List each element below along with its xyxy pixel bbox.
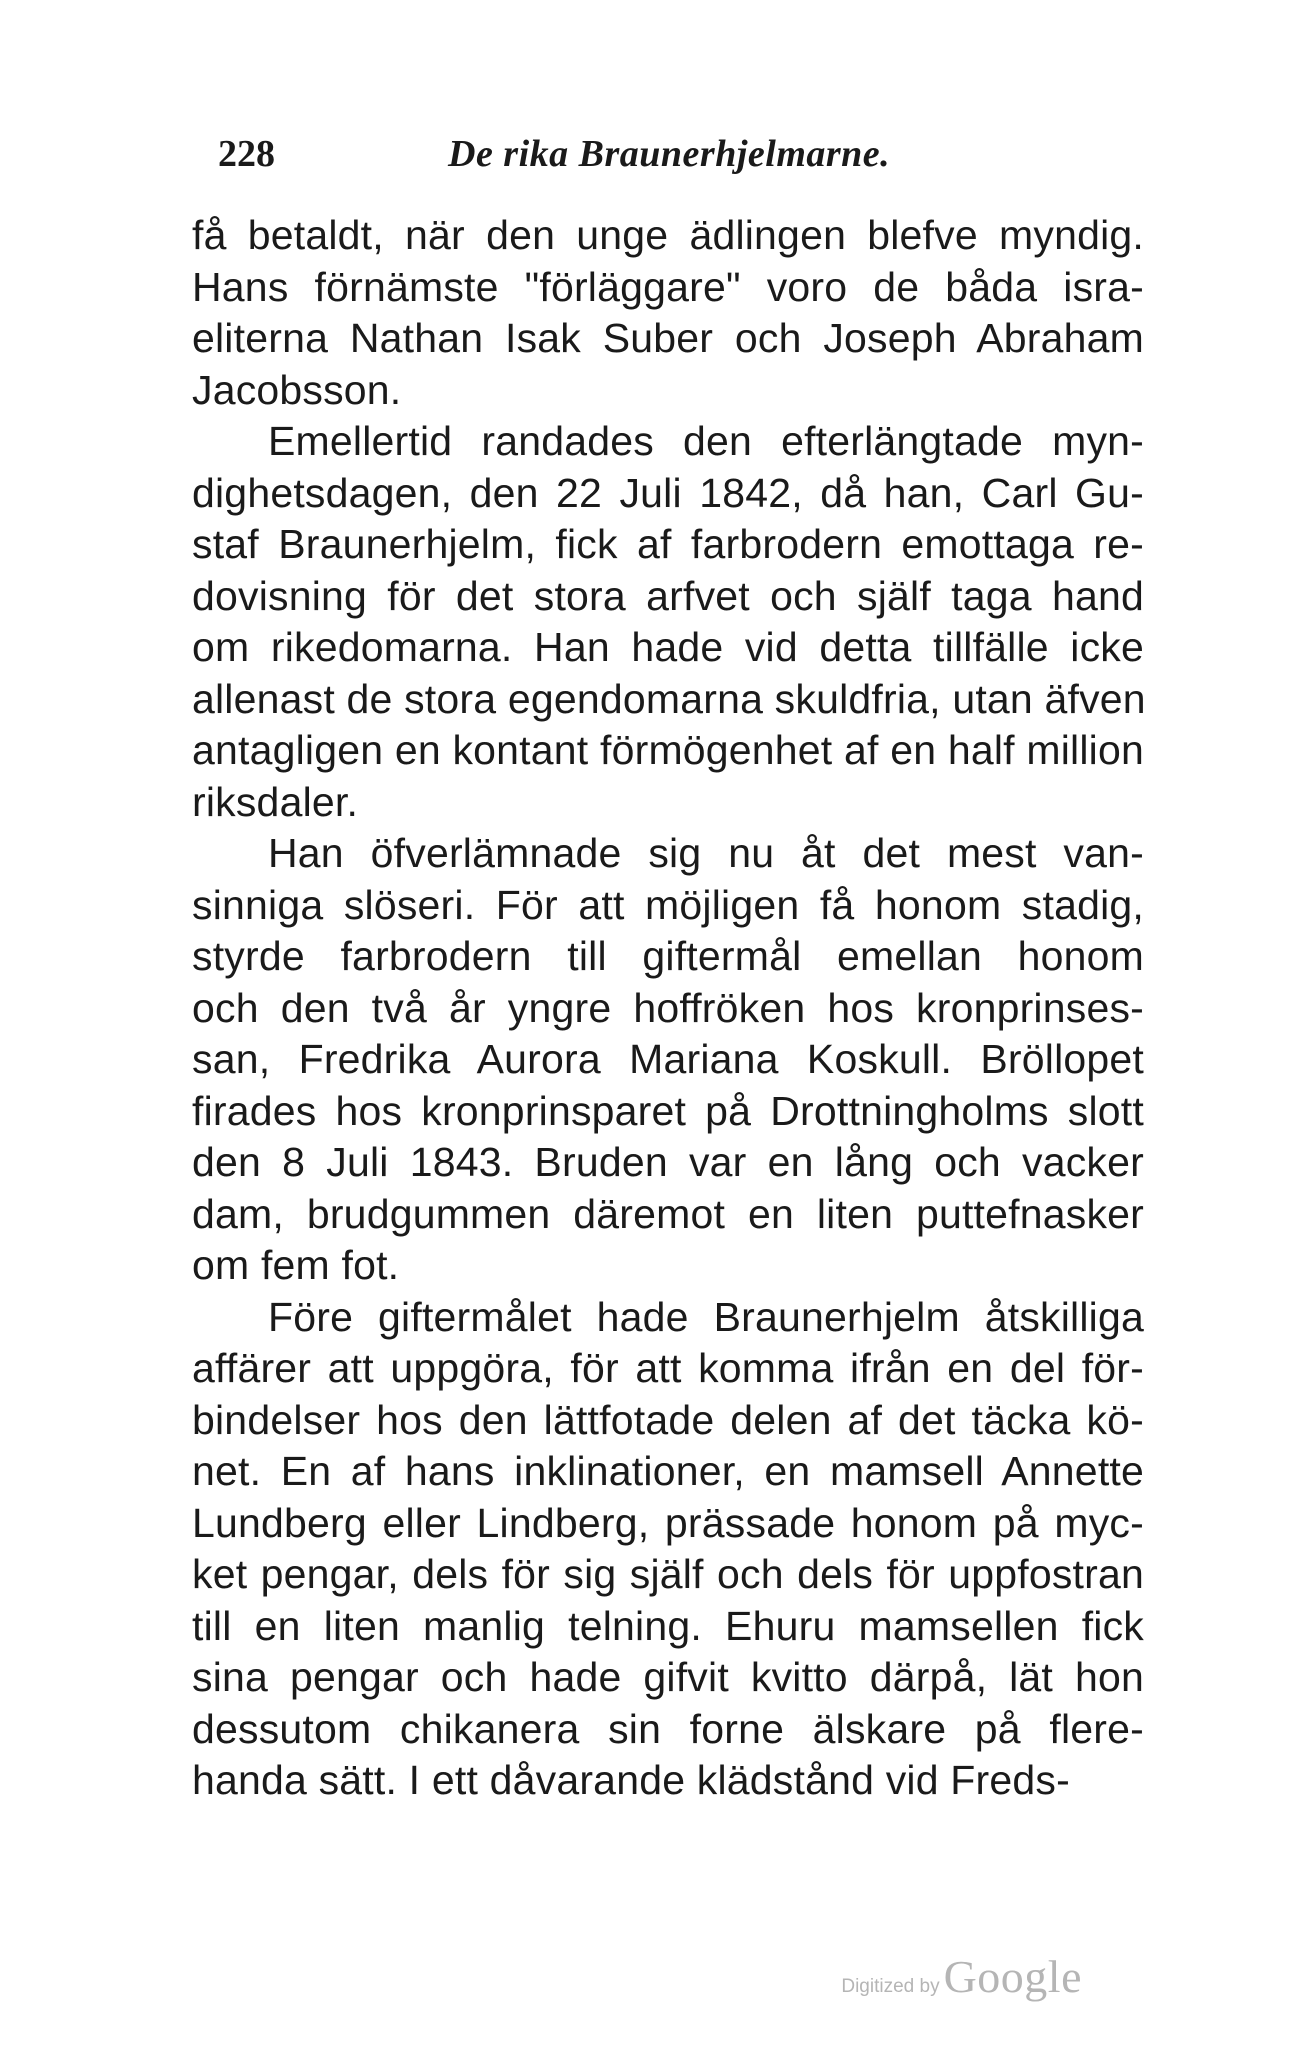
- text-line: dam, brudgummen däremot en liten puttefnasker: [192, 1190, 1144, 1237]
- text-line: net. En af hans inklinationer, en mamsell Annette: [192, 1448, 1144, 1494]
- text-line: Jacobsson.: [192, 366, 402, 413]
- text-line: få betaldt, när den unge ädlingen blefve myndig.: [192, 212, 1144, 258]
- text-line: staf Braunerhjelm, fick af farbrodern emottaga re-: [192, 521, 1144, 567]
- text-line: om rikedomarna. Han hade vid detta tillfälle icke: [192, 624, 1144, 670]
- text-line: dovisning för det stora arfvet och själf taga hand: [192, 572, 1144, 619]
- text-line: firades hos kronprinsparet på Drottningholms slott: [192, 1087, 1144, 1134]
- text-line: Emellertid randades den efterlängtade myn-: [268, 418, 1144, 464]
- text-line: dighetsdagen, den 22 Juli 1842, då han, Carl Gu-: [192, 469, 1144, 516]
- text-line: bindelser hos den lättfotade delen af det täcka kö-: [192, 1396, 1144, 1443]
- text-line: till en liten manlig telning. Ehuru mamsellen fick: [192, 1602, 1144, 1649]
- text-line: om fem fot.: [192, 1242, 400, 1288]
- text-line: ket pengar, dels för sig själf och dels för uppfostran: [192, 1551, 1144, 1597]
- text-line: och den två år yngre hoffröken hos kronprinses-: [192, 984, 1144, 1031]
- text-line: styrde farbrodern till giftermål emellan honom: [192, 933, 1144, 979]
- text-line: Hans förnämste "förläggare" voro de båda isra-: [192, 263, 1144, 310]
- running-title: De rika Braunerhjelmarne.: [448, 133, 891, 175]
- text-line: antagligen en kontant förmögenhet af en half million: [192, 727, 1144, 773]
- watermark-prefix: Digitized by: [841, 1976, 940, 1997]
- paragraph: [192, 1292, 1144, 1807]
- page-header: [218, 132, 1138, 182]
- text-line: eliterna Nathan Isak Suber och Joseph Abraham: [192, 315, 1144, 361]
- text-line: sinniga slöseri. För att möjligen få honom stadig,: [192, 881, 1144, 928]
- text-line: san, Fredrika Aurora Mariana Koskull. Bröllopet: [192, 1036, 1144, 1082]
- page-number: 228: [218, 133, 275, 175]
- text-line: Före giftermålet hade Braunerhjelm åtskilliga: [268, 1293, 1144, 1340]
- text-line: den 8 Juli 1843. Bruden var en lång och vacker: [192, 1139, 1144, 1185]
- text-line: allenast de stora egendomarna skuldfria, utan äfven: [192, 675, 1146, 722]
- text-line: dessutom chikanera sin forne älskare på flere-: [192, 1705, 1144, 1752]
- google-logo: Google: [943, 1951, 1082, 2002]
- paragraph: [192, 828, 1144, 1292]
- text-line: affärer att uppgöra, för att komma ifrån en del för-: [192, 1345, 1144, 1391]
- text-line: riksdaler.: [192, 778, 359, 825]
- paragraph: [192, 416, 1144, 828]
- text-line: sina pengar och hade gifvit kvitto därpå, lät hon: [192, 1654, 1144, 1700]
- text-line: handa sätt. I ett dåvarande klädstånd vid Freds-: [192, 1757, 1070, 1803]
- paragraph: [192, 210, 1144, 416]
- text-line: Lundberg eller Lindberg, prässade honom på myc-: [192, 1499, 1144, 1546]
- digitized-watermark: [841, 1950, 1082, 2010]
- body-text: [192, 210, 1144, 1807]
- text-line: Han öfverlämnade sig nu åt det mest van-: [268, 830, 1144, 876]
